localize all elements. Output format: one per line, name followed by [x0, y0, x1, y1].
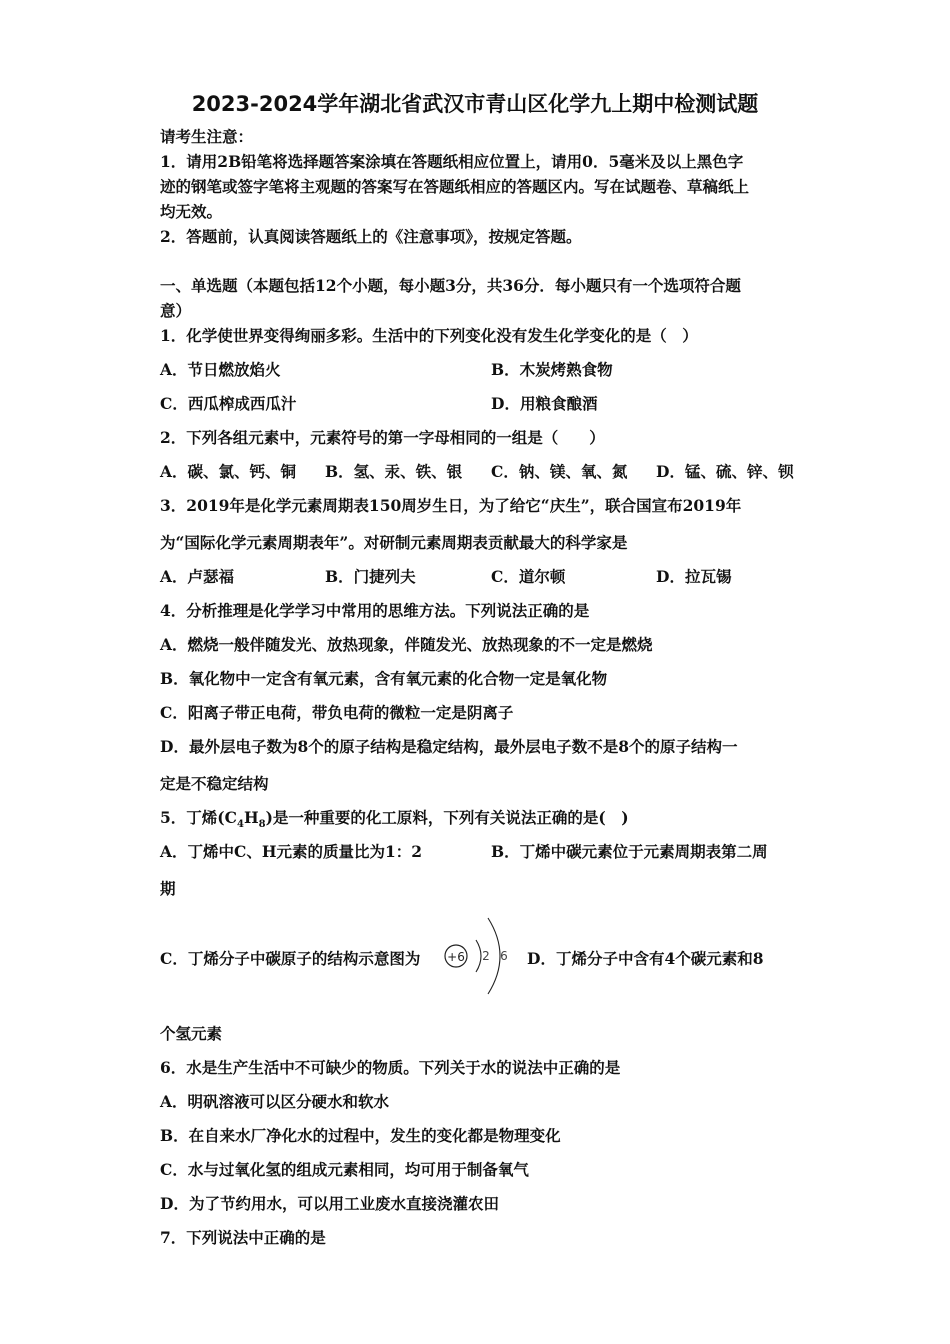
inner-shell-arc	[476, 940, 481, 972]
question-2-stem: 2．下列各组元素中，元素符号的第一字母相同的一组是（ ）	[160, 428, 605, 447]
question-5-stem	[160, 808, 629, 835]
question-1-option-b: B．木炭烤熟食物	[491, 360, 613, 379]
question-5-option-b-cont: 期	[160, 879, 176, 898]
nucleus-charge: +6	[447, 950, 465, 964]
question-6-option-a: A．明矾溶液可以区分硬水和软水	[160, 1092, 390, 1111]
formula-subscript-8: 8	[258, 819, 266, 831]
notice-line-1: 1．请用2B铅笔将选择题答案涂填在答题纸相应位置上，请用0．5毫米及以上黑色字	[160, 152, 744, 171]
question-6-stem: 6．水是生产生活中不可缺少的物质。下列关于水的说法中正确的是	[160, 1058, 621, 1077]
notice-line-4: 2．答题前，认真阅读答题纸上的《注意事项》，按规定答题。	[160, 227, 582, 246]
question-2-option-a: A．碳、氯、钙、铜	[160, 462, 297, 481]
question-4-stem: 4．分析推理是化学学习中常用的思维方法。下列说法正确的是	[160, 601, 590, 620]
question-1-option-d: D．用粮食酿酒	[491, 394, 598, 413]
notice-line-3: 均无效。	[160, 202, 223, 221]
question-2-option-b: B．氢、汞、铁、银	[325, 462, 463, 481]
question-5-option-c: C．丁烯分子中碳原子的结构示意图为	[160, 949, 421, 968]
notice-heading: 请考生注意：	[160, 127, 254, 146]
inner-shell-electrons: 2	[482, 949, 490, 963]
question-2-option-c: C．钠、镁、氧、氮	[491, 462, 628, 481]
question-1-stem: 1．化学使世界变得绚丽多彩。生活中的下列变化没有发生化学变化的是（ ）	[160, 326, 698, 345]
carbon-atom-structure-diagram	[440, 912, 520, 1002]
outer-shell-electrons: 6	[500, 949, 508, 963]
question-3-stem: 3．2019年是化学元素周期表150周岁生日，为了给它“庆生”，联合国宣布2019年	[160, 496, 742, 515]
question-3-option-b: B．门捷列夫	[325, 567, 416, 586]
question-3-option-c: C．道尔顿	[491, 567, 566, 586]
question-7-stem: 7．下列说法中正确的是	[160, 1228, 326, 1247]
section-heading: 一、单选题（本题包括12个小题，每小题3分，共36分．每小题只有一个选项符合题	[160, 276, 741, 295]
section-heading-cont: 意）	[160, 301, 192, 320]
page-title: 2023-2024学年湖北省武汉市青山区化学九上期中检测试题	[191, 92, 759, 116]
notice-line-2: 迹的钢笔或签字笔将主观题的答案写在答题纸相应的答题区内。写在试题卷、草稿纸上	[160, 177, 750, 196]
question-4-option-d-cont: 定是不稳定结构	[160, 774, 269, 793]
question-4-option-d: D．最外层电子数为8个的原子结构是稳定结构，最外层电子数不是8个的原子结构一	[160, 737, 738, 756]
question-3-stem-cont: 为“国际化学元素周期表年”。对研制元素周期表贡献最大的科学家是	[160, 533, 628, 552]
question-5-option-a: A．丁烯中C、H元素的质量比为1：2	[160, 842, 423, 861]
question-2-option-d: D．锰、硫、锌、钡	[656, 462, 794, 481]
question-5-stem-pre: 5．丁烯(C	[160, 808, 237, 827]
question-4-option-a: A．燃烧一般伴随发光、放热现象，伴随发光、放热现象的不一定是燃烧	[160, 635, 653, 654]
question-1-option-a: A．节日燃放焰火	[160, 360, 281, 379]
question-1-option-c: C．西瓜榨成西瓜汁	[160, 394, 297, 413]
question-4-option-b: B．氧化物中一定含有氧元素，含有氧元素的化合物一定是氧化物	[160, 669, 608, 688]
question-6-option-d: D．为了节约用水，可以用工业废水直接浇灌农田	[160, 1194, 499, 1213]
question-3-option-a: A．卢瑟福	[160, 567, 235, 586]
question-5-option-d-cont: 个氢元素	[160, 1024, 223, 1043]
question-3-option-d: D．拉瓦锡	[656, 567, 732, 586]
question-4-option-c: C．阳离子带正电荷，带负电荷的微粒一定是阴离子	[160, 703, 514, 722]
formula-subscript-4: 4	[236, 819, 244, 831]
question-5-option-d: D．丁烯分子中含有4个碳元素和8	[527, 949, 764, 968]
question-5-option-b: B．丁烯中碳元素位于元素周期表第二周	[491, 842, 768, 861]
question-5-stem-mid: H	[243, 808, 259, 827]
question-5-stem-post: )是一种重要的化工原料，下列有关说法正确的是( )	[265, 808, 629, 827]
question-6-option-b: B．在自来水厂净化水的过程中，发生的变化都是物理变化	[160, 1126, 561, 1145]
question-6-option-c: C．水与过氧化氢的组成元素相同，均可用于制备氧气	[160, 1160, 529, 1179]
